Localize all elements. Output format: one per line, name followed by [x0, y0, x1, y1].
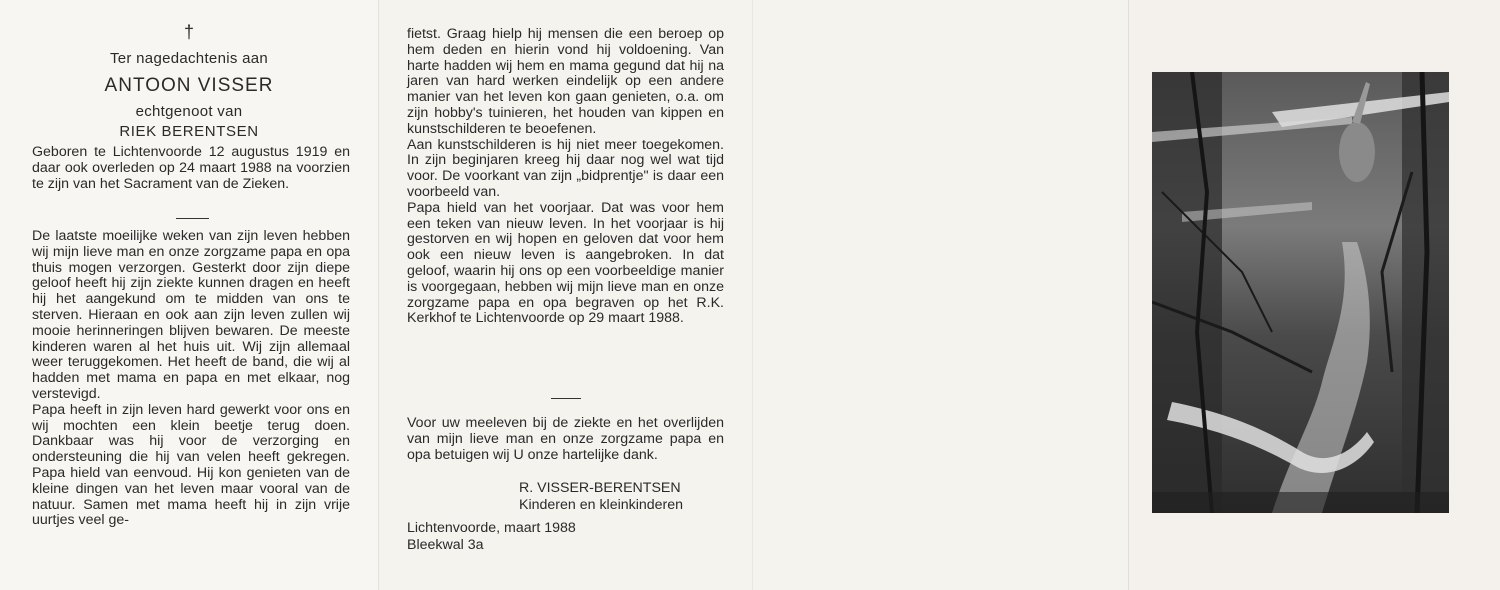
blank-panel: [752, 0, 1128, 590]
divider-2: [551, 398, 581, 399]
address: Bleekwal 3a: [407, 537, 484, 553]
memory-line: Ter nagedachtenis aan: [109, 50, 269, 67]
left-panel: [0, 0, 378, 590]
middle-body-text: [407, 27, 724, 327]
cross-symbol: †: [183, 22, 194, 42]
place-date: Lichtenvoorde, maart 1988: [407, 520, 576, 536]
divider-1: [176, 218, 209, 219]
spouse-name: RIEK BERENTSEN: [119, 123, 259, 140]
painting-photo: [1152, 72, 1449, 513]
intro-paragraph: Geboren te Lichtenvoorde 12 augustus 1919 en daar ook overleden op 24 maart 1988 na voorzien te zijn van het Sacrament van de Zieken.: [32, 144, 350, 192]
intro-text: [32, 145, 350, 192]
left-body-text: [32, 229, 350, 529]
middle-paragraph-2: Aan kunstschilderen is hij niet meer toegekomen. In zijn beginjaren kreeg hij daar nog wel wat tijd voor. De voorkant van zijn „bidprentje" is daar een voorbeeld van.: [407, 136, 724, 200]
middle-paragraph-1: fietst. Graag hielp hij mensen die een beroep op hem deden en hierin vond hij voldoening. Van harte hadden wij hem en mama gegund dat hij na jaren van hard werken eindelijk op een andere manier van het leven kon gaan genieten, o.a. om zijn hobby's tuinieren, het houden van kippen en kunstschilderen te beoefenen.: [407, 26, 724, 137]
left-paragraph-2: Papa heeft in zijn leven hard gewerkt voor ons en wij mochten een klein beetje terug doen. Dankbaar was hij voor de verzorging en ondersteuning die hij van velen heeft gekregen. Papa hield van eenvoud. Hij kon genieten van de kleine dingen van het leven maar vooral van de natuur. Samen met mama heeft hij in zijn vrije uurtjes veel ge-: [32, 401, 350, 529]
signature-family: Kinderen en kleinkinderen: [519, 497, 684, 513]
spouse-label: echtgenoot van: [135, 103, 243, 120]
thanks-text: [407, 416, 724, 463]
middle-panel: [378, 0, 752, 590]
deceased-name: ANTOON VISSER: [104, 75, 274, 96]
painting-image: [1152, 72, 1449, 513]
left-paragraph-1: De laatste moeilijke weken van zijn leven hebben wij mijn lieve man en onze zorgzame papa en opa thuis mogen verzorgen. Gesterkt door zijn diepe geloof heeft hij zijn ziekte kunnen dragen en heeft hij het aangekund om te midden van ons te sterven. Hieraan en ook aan zijn leven zullen wij mooie herinneringen blijven bewaren. De meeste kinderen waren al het huis uit. Wij zijn allemaal weer teruggekomen. Het heeft de band, die wij al hadden met mama en papa en met elkaar, nog verstevigd.: [32, 228, 350, 402]
thanks-paragraph: Voor uw meeleven bij de ziekte en het overlijden van mijn lieve man en onze zorgzame papa en opa betuigen wij U onze hartelijke dank.: [407, 415, 724, 463]
middle-paragraph-3: Papa hield van het voorjaar. Dat was voor hem een teken van nieuw leven. In het voorjaar is hij gestorven en wij hopen en geloven dat voor hem ook een nieuw leven is aangebroken. In dat geloof, waarin hij ons op een voorbeeldige manier is voorgegaan, hebben wij mijn lieve man en onze zorgzame papa en opa begraven op het R.K. Kerkhof te Lichtenvoorde op 29 maart 1988.: [407, 199, 724, 327]
signature-name: R. VISSER-BERENTSEN: [519, 480, 681, 496]
